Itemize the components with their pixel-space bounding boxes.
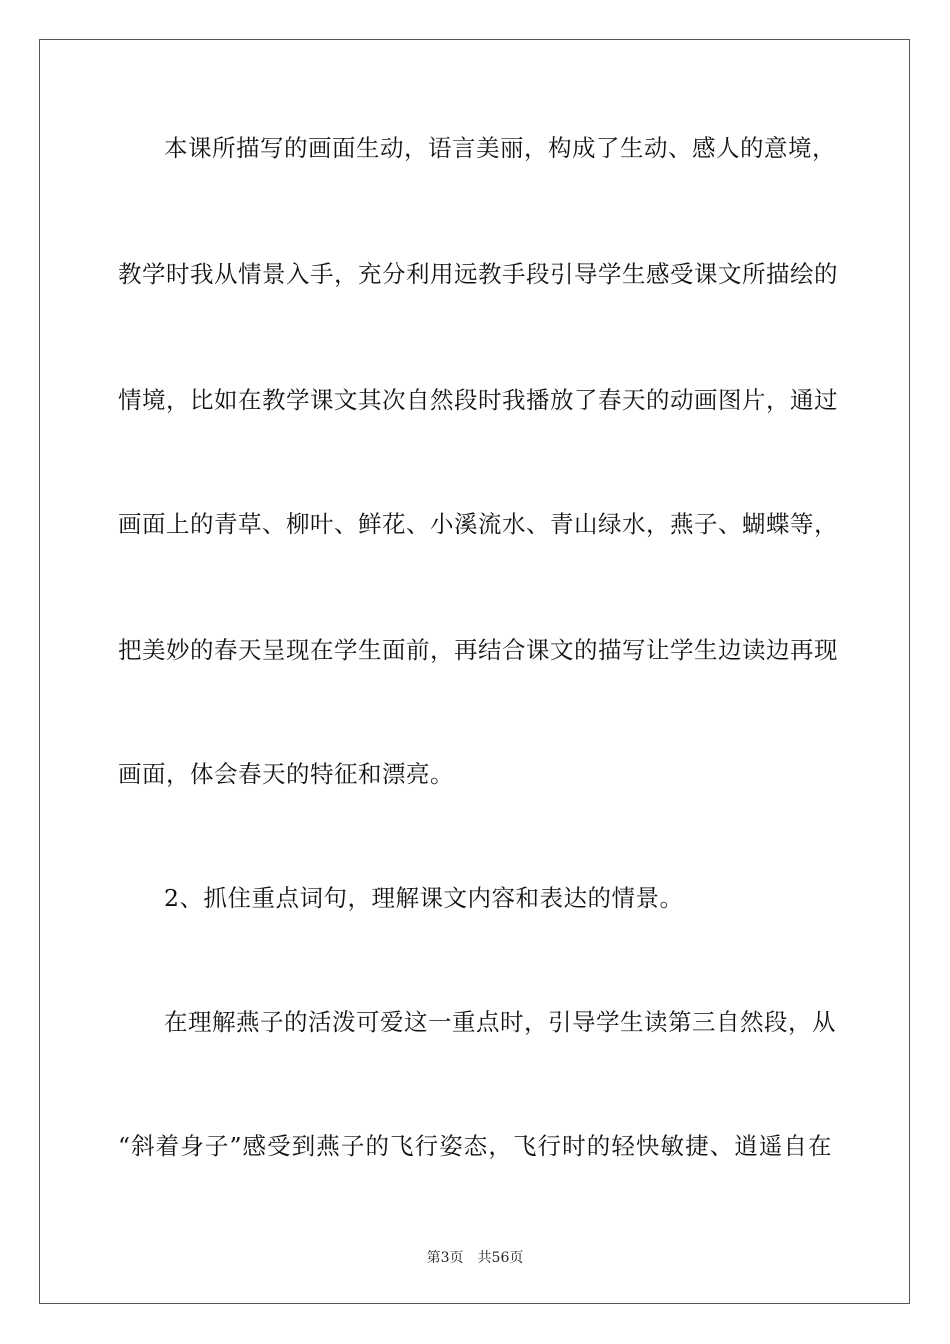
page-total: 共56页: [477, 1250, 524, 1266]
text-line-4: 画面上的青草、柳叶、鲜花、小溪流水、青山绿水，燕子、蝴蝶等，: [118, 510, 838, 538]
text-line-3: 情境，比如在教学课文其次自然段时我播放了春天的动画图片，通过: [118, 386, 838, 414]
text-line-8: 在理解燕子的活泼可爱这一重点时，引导学生读第三自然段，从: [164, 1008, 836, 1036]
text-line-6: 画面，体会春天的特征和漂亮。: [118, 760, 454, 788]
text-line-1: 本课所描写的画面生动，语言美丽，构成了生动、感人的意境，: [164, 134, 836, 162]
text-line-5: 把美妙的春天呈现在学生面前，再结合课文的描写让学生边读边再现: [118, 636, 838, 664]
text-line-2: 教学时我从情景入手，充分利用远教手段引导学生感受课文所描绘的: [118, 260, 838, 288]
page-footer: [0, 1248, 950, 1268]
page-number: 第3页: [426, 1250, 464, 1266]
text-line-7-heading: 2、抓住重点词句，理解课文内容和表达的情景。: [164, 884, 684, 912]
text-line-9: “斜着身子”感受到燕子的飞行姿态，飞行时的轻快敏捷、逍遥自在: [118, 1132, 832, 1160]
page-border: [39, 39, 910, 1304]
